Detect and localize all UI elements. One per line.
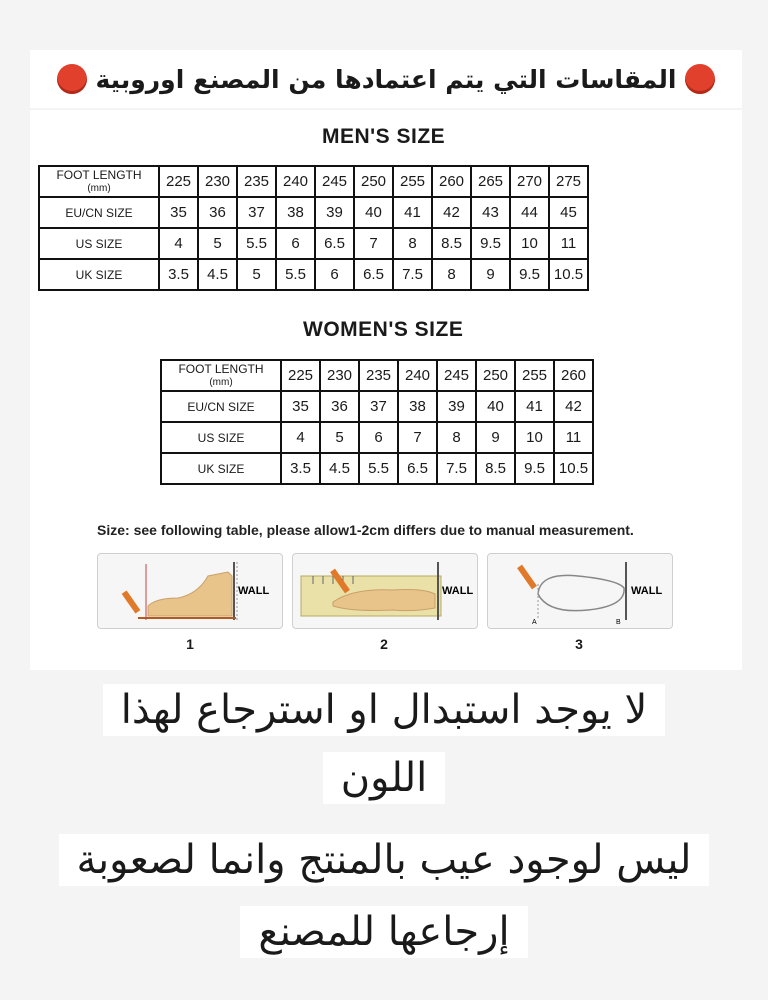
size-cell: 10 xyxy=(515,422,554,453)
size-cell: 3.5 xyxy=(159,259,198,290)
notice-line-4: إرجاعها للمصنع xyxy=(0,906,768,958)
size-cell: 260 xyxy=(432,166,471,197)
table-row xyxy=(39,228,588,259)
size-cell: 9.5 xyxy=(510,259,549,290)
size-cell: 41 xyxy=(515,391,554,422)
size-cell: 9.5 xyxy=(471,228,510,259)
size-cell: 37 xyxy=(359,391,398,422)
measurement-note: Size: see following table, please allow1-2cm differs due to manual measurement. xyxy=(97,522,634,538)
wall-label: WALL xyxy=(631,585,663,597)
mens-size-title: MEN'S SIZE xyxy=(322,125,446,148)
table-row xyxy=(161,453,593,484)
size-cell: 11 xyxy=(549,228,588,259)
size-cell: 255 xyxy=(515,360,554,391)
notice-line-1: لا يوجد استبدال او استرجاع لهذا xyxy=(0,684,768,736)
size-cell: 43 xyxy=(471,197,510,228)
size-cell: 44 xyxy=(510,197,549,228)
size-cell: 45 xyxy=(549,197,588,228)
size-cell: 39 xyxy=(315,197,354,228)
size-cell: 10.5 xyxy=(549,259,588,290)
row-label: FOOT LENGTH (mm) xyxy=(39,166,159,197)
mark-a: A xyxy=(532,619,537,626)
size-cell: 9 xyxy=(476,422,515,453)
notice-line-3: ليس لوجود عيب بالمنتج وانما لصعوبة xyxy=(0,834,768,886)
size-cell: 5.5 xyxy=(359,453,398,484)
size-cell: 42 xyxy=(554,391,593,422)
size-cell: 3.5 xyxy=(281,453,320,484)
header-banner xyxy=(30,50,742,108)
size-cell: 7 xyxy=(398,422,437,453)
size-cell: 240 xyxy=(398,360,437,391)
size-cell: 41 xyxy=(393,197,432,228)
size-cell: 260 xyxy=(554,360,593,391)
banner-text: المقاسات التي يتم اعتمادها من المصنع اوروبية xyxy=(95,64,677,94)
size-cell: 7.5 xyxy=(437,453,476,484)
foot-side-illustration xyxy=(98,554,282,628)
size-cell: 38 xyxy=(398,391,437,422)
size-cell: 5 xyxy=(237,259,276,290)
size-cell: 240 xyxy=(276,166,315,197)
size-cell: 8.5 xyxy=(476,453,515,484)
step-number: 1 xyxy=(186,636,194,652)
size-cell: 230 xyxy=(198,166,237,197)
size-cell: 5.5 xyxy=(276,259,315,290)
size-cell: 35 xyxy=(159,197,198,228)
size-cell: 4 xyxy=(159,228,198,259)
size-cell: 8.5 xyxy=(432,228,471,259)
foot-outline-illustration xyxy=(488,554,672,628)
size-cell: 250 xyxy=(476,360,515,391)
size-cell: 225 xyxy=(159,166,198,197)
size-cell: 9.5 xyxy=(515,453,554,484)
step-number: 2 xyxy=(380,636,388,652)
stop-icon xyxy=(57,64,87,94)
table-row xyxy=(39,259,588,290)
size-cell: 6.5 xyxy=(354,259,393,290)
womens-size-title: WOMEN'S SIZE xyxy=(303,318,464,341)
size-cell: 245 xyxy=(315,166,354,197)
size-cell: 35 xyxy=(281,391,320,422)
size-cell: 6 xyxy=(276,228,315,259)
row-label: EU/CN SIZE xyxy=(161,391,281,422)
size-cell: 6.5 xyxy=(398,453,437,484)
mens-size-table xyxy=(38,165,589,291)
size-cell: 4.5 xyxy=(320,453,359,484)
size-cell: 36 xyxy=(320,391,359,422)
size-cell: 245 xyxy=(437,360,476,391)
table-row xyxy=(39,197,588,228)
size-cell: 270 xyxy=(510,166,549,197)
size-cell: 11 xyxy=(554,422,593,453)
table-row xyxy=(161,360,593,391)
size-cell: 40 xyxy=(476,391,515,422)
notice-line-2: اللون xyxy=(0,752,768,804)
table-row xyxy=(161,391,593,422)
size-cell: 4.5 xyxy=(198,259,237,290)
row-label: UK SIZE xyxy=(161,453,281,484)
mark-b: B xyxy=(616,619,621,626)
womens-size-table xyxy=(160,359,594,485)
size-cell: 36 xyxy=(198,197,237,228)
row-label: FOOT LENGTH (mm) xyxy=(161,360,281,391)
wall-label: WALL xyxy=(238,585,270,597)
table-row xyxy=(39,166,588,197)
size-cell: 8 xyxy=(432,259,471,290)
size-cell: 8 xyxy=(393,228,432,259)
size-cell: 10 xyxy=(510,228,549,259)
size-cell: 230 xyxy=(320,360,359,391)
measure-step-2 xyxy=(292,553,478,629)
size-cell: 5.5 xyxy=(237,228,276,259)
wall-label: WALL xyxy=(442,585,474,597)
step-number: 3 xyxy=(575,636,583,652)
stop-icon xyxy=(685,64,715,94)
table-row xyxy=(161,422,593,453)
size-cell: 235 xyxy=(237,166,276,197)
size-cell: 6.5 xyxy=(315,228,354,259)
size-cell: 10.5 xyxy=(554,453,593,484)
size-cell: 38 xyxy=(276,197,315,228)
size-cell: 5 xyxy=(198,228,237,259)
row-label: US SIZE xyxy=(39,228,159,259)
size-cell: 275 xyxy=(549,166,588,197)
size-cell: 5 xyxy=(320,422,359,453)
size-cell: 6 xyxy=(359,422,398,453)
size-cell: 235 xyxy=(359,360,398,391)
size-cell: 250 xyxy=(354,166,393,197)
row-label: UK SIZE xyxy=(39,259,159,290)
size-cell: 42 xyxy=(432,197,471,228)
foot-ruler-illustration xyxy=(293,554,477,628)
size-cell: 255 xyxy=(393,166,432,197)
size-cell: 40 xyxy=(354,197,393,228)
size-cell: 7 xyxy=(354,228,393,259)
measure-step-1 xyxy=(97,553,283,629)
size-cell: 7.5 xyxy=(393,259,432,290)
size-cell: 8 xyxy=(437,422,476,453)
row-label: EU/CN SIZE xyxy=(39,197,159,228)
size-cell: 225 xyxy=(281,360,320,391)
row-label: US SIZE xyxy=(161,422,281,453)
size-cell: 6 xyxy=(315,259,354,290)
size-cell: 37 xyxy=(237,197,276,228)
measure-step-3 xyxy=(487,553,673,629)
size-cell: 9 xyxy=(471,259,510,290)
size-cell: 265 xyxy=(471,166,510,197)
size-cell: 39 xyxy=(437,391,476,422)
size-cell: 4 xyxy=(281,422,320,453)
